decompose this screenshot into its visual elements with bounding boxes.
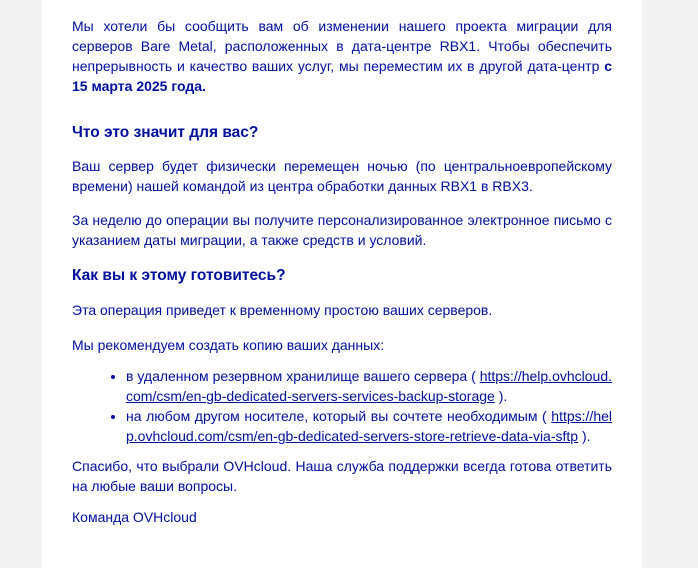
paragraph-thanks: Спасибо, что выбрали OVHcloud. Наша служба поддержки всегда готова ответить на любые ваши вопросы.	[72, 458, 612, 494]
heading-what-it-means: Что это значит для вас?	[72, 124, 259, 141]
backup-options-list	[72, 366, 612, 446]
intro-paragraph	[72, 16, 612, 96]
list-item-text: в удаленном резервном хранилище вашего сервера (	[126, 368, 480, 384]
list-item-text: на любом другом носителе, который вы сочтете необходимым (	[126, 408, 552, 424]
paragraph-week-before: За неделю до операции вы получите персонализированное электронное письмо с указанием даты миграции, а также средств и условий.	[72, 212, 612, 248]
paragraph-downtime: Эта операция приведет к временному простою ваших серверов.	[72, 302, 493, 318]
link-backup-storage[interactable]: https://help.ovhcloud.com/csm/en-gb-dedicated-servers-services-backup-storage	[126, 368, 612, 404]
paragraph-server-moved: Ваш сервер будет физически перемещен ночью (по центральноевропейскому времени) нашей командой из центра обработки данных RBX1 в RBX3.	[72, 158, 612, 194]
link-store-retrieve-sftp[interactable]: https://help.ovhcloud.com/csm/en-gb-dedicated-servers-store-retrieve-data-via-sftp	[126, 408, 612, 444]
email-body	[42, 0, 642, 568]
list-item-suffix: ).	[494, 388, 508, 404]
paragraph-recommend-backup: Мы рекомендуем создать копию ваших данных:	[72, 337, 385, 353]
signature: Команда OVHcloud	[72, 509, 197, 525]
heading-how-to-prepare: Как вы к этому готовитесь?	[72, 267, 286, 284]
list-item-suffix: ).	[578, 428, 591, 444]
list-item-other-media	[126, 406, 612, 446]
list-item-backup-storage	[126, 366, 612, 406]
migration-date: с 15 марта 2025 года.	[72, 58, 612, 94]
intro-text: Мы хотели бы сообщить вам об изменении нашего проекта миграции для серверов Bare Metal, расположенных в дата-центре RBX1. Чтобы обеспечить непрерывность и качество ваших услуг, мы переместим их в другой дата-центр	[72, 18, 612, 74]
